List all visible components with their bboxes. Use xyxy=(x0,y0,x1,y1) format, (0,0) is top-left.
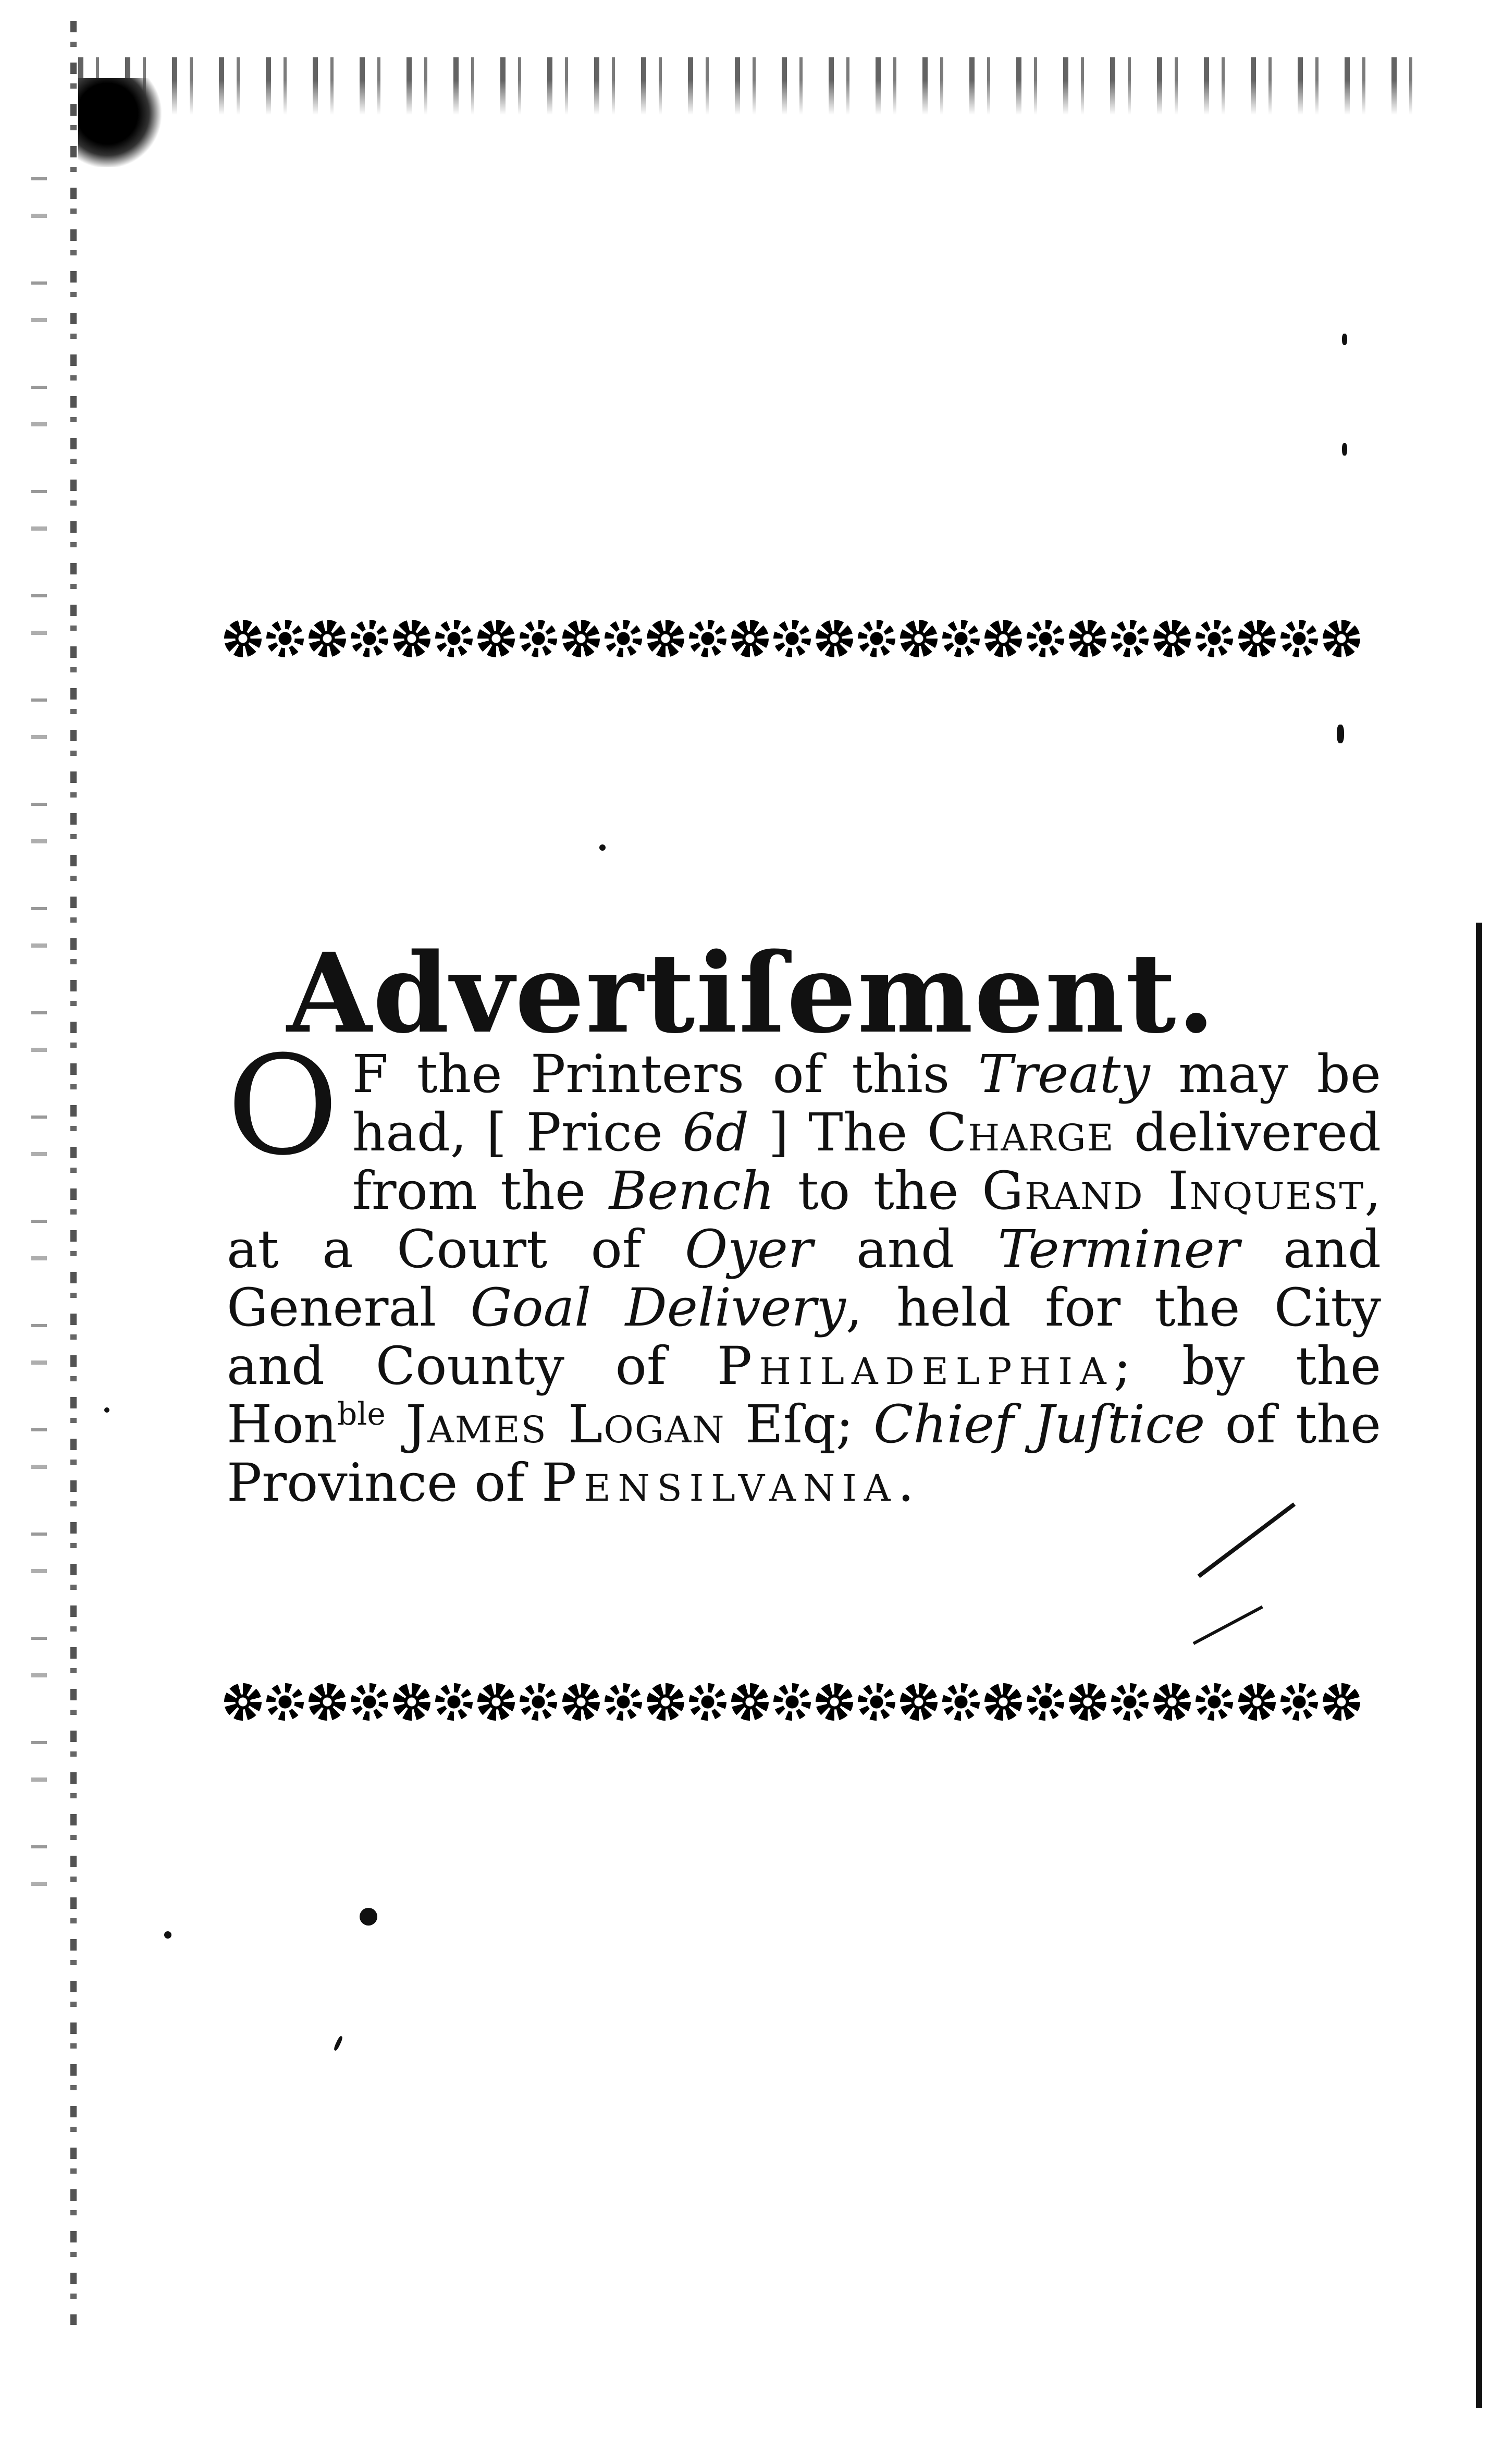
fleuron-ornament xyxy=(1280,1683,1318,1721)
italic-term: Treaty xyxy=(978,1044,1150,1105)
page-title: Advertiſement. xyxy=(287,928,1216,1058)
text-segment: to the xyxy=(774,1160,982,1221)
fleuron-ornament xyxy=(647,1683,684,1721)
text-segment: ] The xyxy=(749,1102,927,1163)
small-caps-place: Pensilvania xyxy=(541,1452,898,1513)
fleuron-ornament xyxy=(858,1683,895,1721)
fleuron-ornament xyxy=(1196,620,1233,657)
fleuron-ornament xyxy=(689,620,726,657)
fleuron-ornament xyxy=(351,620,388,657)
advertisement-body xyxy=(227,1026,1382,1513)
italic-title: Chief Juſtice xyxy=(873,1394,1205,1455)
fleuron-ornament xyxy=(351,1683,388,1721)
drop-cap: O xyxy=(227,1026,339,1185)
text-segment: Eſq; xyxy=(725,1394,873,1455)
fleuron-ornament xyxy=(309,1683,346,1721)
italic-price: 6d xyxy=(682,1102,749,1163)
fleuron-ornament xyxy=(605,620,642,657)
fleuron-ornament xyxy=(309,620,346,657)
page-top-edge-smudge xyxy=(78,57,1433,115)
fleuron-ornament xyxy=(224,620,262,657)
fleuron-ornament xyxy=(605,1683,642,1721)
ink-speck xyxy=(1342,443,1347,456)
fleuron-ornament xyxy=(1153,1683,1191,1721)
fleuron-ornament xyxy=(520,1683,557,1721)
italic-term: Terminer xyxy=(997,1219,1240,1280)
fleuron-ornament xyxy=(393,620,430,657)
fleuron-ornament xyxy=(647,620,684,657)
text-segment: and xyxy=(812,1219,998,1280)
fleuron-ornament xyxy=(477,620,515,657)
ink-speck xyxy=(1342,334,1347,345)
pen-stroke xyxy=(1193,1605,1263,1645)
fleuron-ornament xyxy=(816,1683,853,1721)
ornament-border-bottom xyxy=(224,1676,1360,1728)
text-segment: , at a Court of xyxy=(227,1160,1381,1280)
fleuron-ornament xyxy=(1027,620,1064,657)
fleuron-ornament xyxy=(435,1683,473,1721)
fleuron-ornament xyxy=(1069,1683,1106,1721)
italic-term: Oyer xyxy=(685,1219,813,1280)
fleuron-ornament xyxy=(266,620,304,657)
fleuron-ornament xyxy=(266,1683,304,1721)
fleuron-ornament xyxy=(562,620,600,657)
fleuron-ornament xyxy=(1111,1683,1149,1721)
fleuron-ornament xyxy=(773,1683,811,1721)
fleuron-ornament xyxy=(942,1683,980,1721)
ink-speck xyxy=(333,2036,343,2052)
italic-term: Bench xyxy=(609,1160,775,1221)
ornament-border-top xyxy=(224,612,1360,665)
page-right-edge xyxy=(1476,923,1482,2408)
small-caps-name: James Logan xyxy=(405,1394,725,1455)
ink-speck xyxy=(1337,725,1344,743)
fleuron-ornament xyxy=(900,620,938,657)
fleuron-ornament xyxy=(1196,1683,1233,1721)
text-segment: and General xyxy=(227,1219,1381,1338)
ink-speck xyxy=(104,1407,109,1413)
fleuron-ornament xyxy=(689,1683,726,1721)
advertisement-paragraph xyxy=(227,1026,1382,1513)
fleuron-ornament xyxy=(520,620,557,657)
small-caps-place: Philadelphia xyxy=(717,1335,1114,1396)
fleuron-ornament xyxy=(731,620,769,657)
fleuron-ornament xyxy=(1323,1683,1360,1721)
ink-speck xyxy=(360,1908,377,1926)
fleuron-ornament xyxy=(858,620,895,657)
text-segment xyxy=(386,1394,405,1455)
fleuron-ornament xyxy=(1238,620,1276,657)
ink-blot xyxy=(78,78,162,167)
text-segment: may be had, [ Price xyxy=(352,1044,1381,1163)
ink-speck xyxy=(599,844,606,851)
text-segment: of the Province of xyxy=(227,1394,1381,1513)
text-segment: , held for the City and County of xyxy=(227,1277,1381,1396)
fleuron-ornament xyxy=(984,1683,1022,1721)
fleuron-ornament xyxy=(900,1683,938,1721)
text-segment: delivered from the xyxy=(352,1102,1381,1221)
ink-speck xyxy=(164,1931,171,1939)
fleuron-ornament xyxy=(562,1683,600,1721)
superscript: ble xyxy=(337,1396,386,1432)
fleuron-ornament xyxy=(435,620,473,657)
fleuron-ornament xyxy=(1323,620,1360,657)
small-caps-term: Grand Inquest xyxy=(982,1160,1365,1221)
fleuron-ornament xyxy=(731,1683,769,1721)
text-segment: ; by the Hon xyxy=(227,1335,1382,1455)
fleuron-ornament xyxy=(1069,620,1106,657)
fleuron-ornament xyxy=(393,1683,430,1721)
fleuron-ornament xyxy=(477,1683,515,1721)
fleuron-ornament xyxy=(1153,620,1191,657)
page-left-edge xyxy=(70,21,77,2325)
fleuron-ornament xyxy=(1280,620,1318,657)
fleuron-ornament xyxy=(773,620,811,657)
fleuron-ornament xyxy=(942,620,980,657)
fleuron-ornament xyxy=(984,620,1022,657)
small-caps-term: Charge xyxy=(927,1102,1115,1163)
italic-term: Goal Delivery xyxy=(470,1277,846,1338)
pen-stroke xyxy=(1198,1502,1296,1578)
text-segment: F the Printers of this xyxy=(352,1044,978,1105)
fleuron-ornament xyxy=(816,620,853,657)
fleuron-ornament xyxy=(1111,620,1149,657)
fleuron-ornament xyxy=(224,1683,262,1721)
fleuron-ornament xyxy=(1027,1683,1064,1721)
fleuron-ornament xyxy=(1238,1683,1276,1721)
text-segment: . xyxy=(897,1452,915,1513)
